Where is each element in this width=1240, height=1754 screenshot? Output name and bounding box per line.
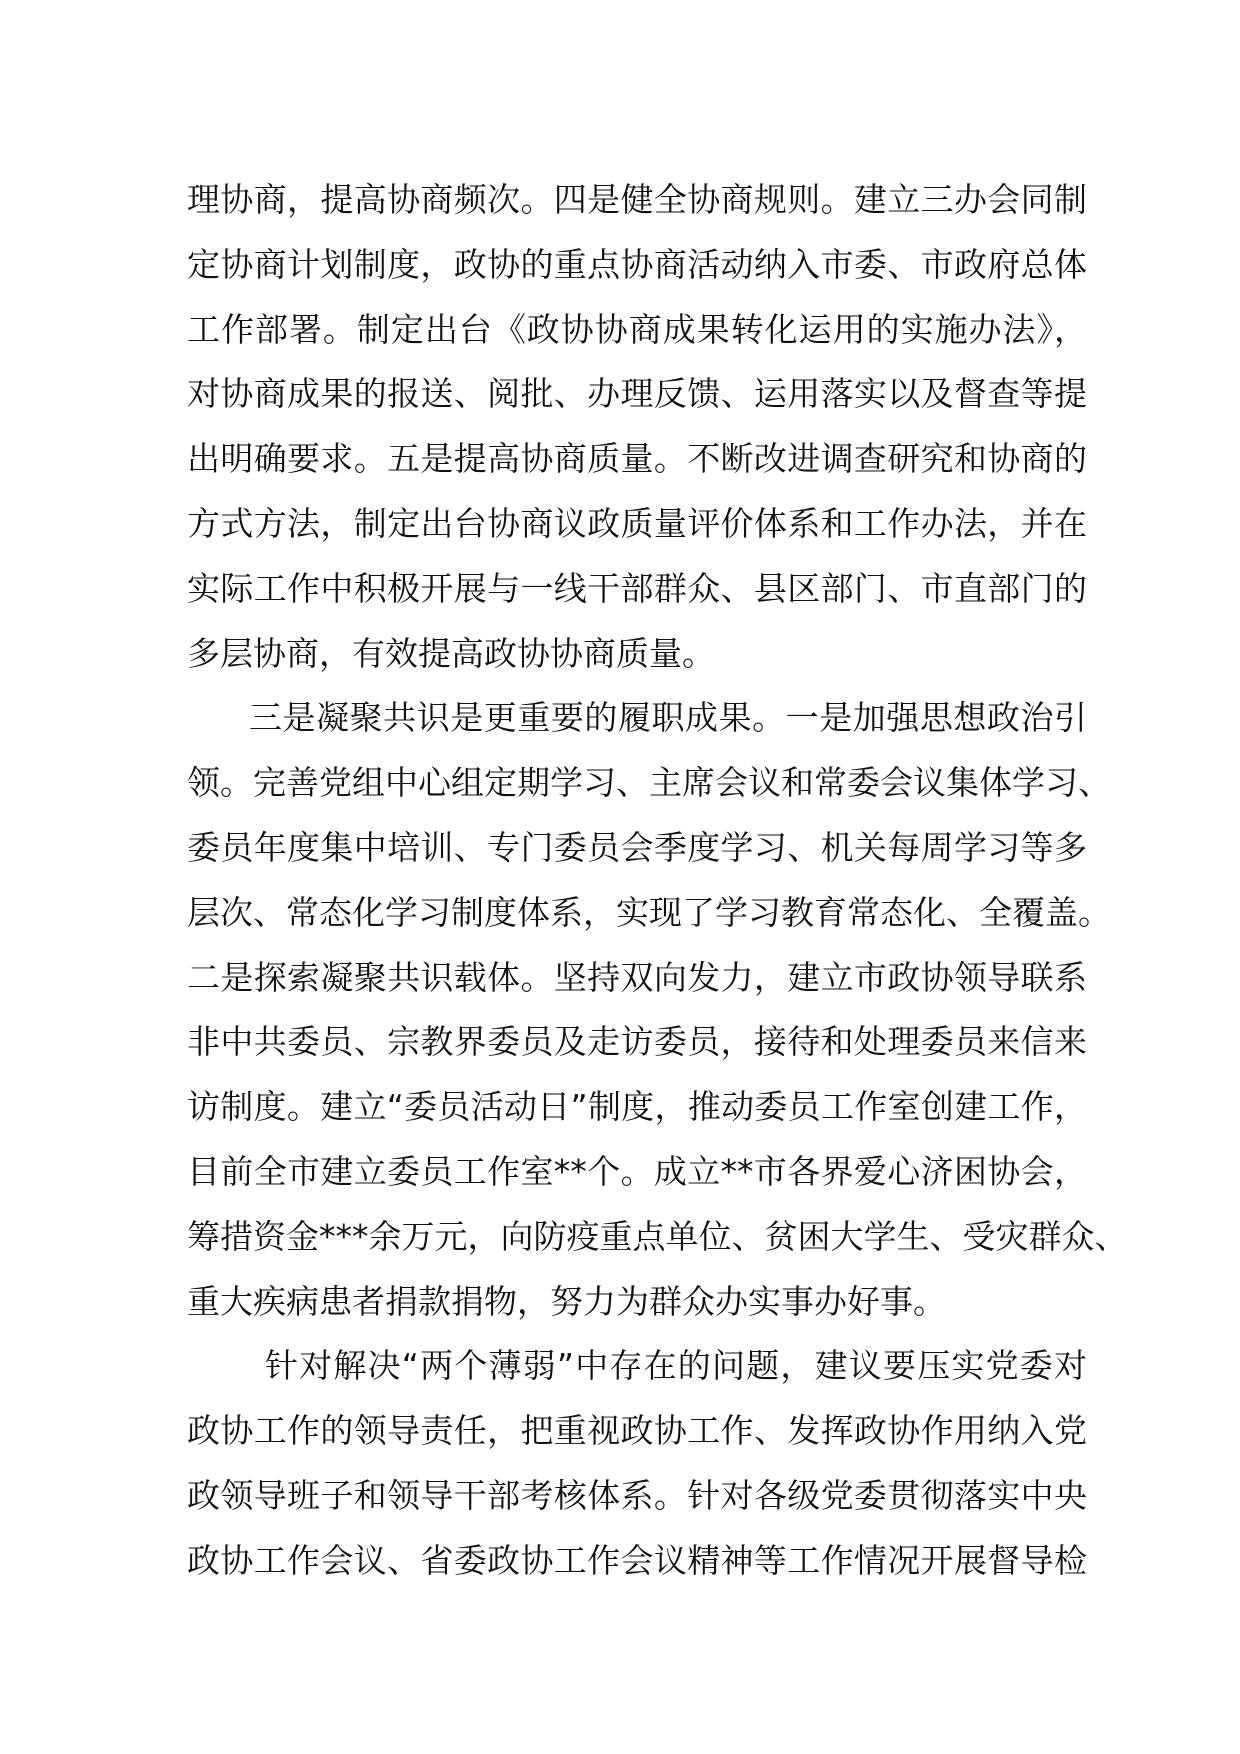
text-line: 层次、常态化学习制度体系，实现了学习教育常态化、全覆盖。 bbox=[187, 892, 1111, 932]
text-line: 实际工作中积极开展与一线干部群众、县区部门、市直部门的 bbox=[187, 568, 1087, 608]
document-body bbox=[187, 168, 1128, 1594]
paragraph-end-line: 多层协商，有效提高政协协商质量。 bbox=[187, 633, 715, 673]
text-line: 出明确要求。五是提高协商质量。不断改进调查研究和协商的 bbox=[187, 439, 1087, 479]
text-line: 二是探索凝聚共识载体。坚持双向发力，建立市政协领导联系 bbox=[187, 957, 1087, 997]
text-line: 目前全市建立委员工作室**个。成立**市各界爱心济困协会， bbox=[187, 1151, 1087, 1191]
text-line: 政协工作会议、省委政协工作会议精神等工作情况开展督导检 bbox=[187, 1540, 1087, 1580]
text-line: 政协工作的领导责任，把重视政协工作、发挥政协作用纳入党 bbox=[187, 1411, 1087, 1451]
paragraph-start-line: 三是凝聚共识是更重要的履职成果。一是加强思想政治引 bbox=[249, 698, 1087, 738]
text-line: 理协商，提高协商频次。四是健全协商规则。建立三办会同制 bbox=[187, 180, 1087, 219]
text-line: 对协商成果的报送、阅批、办理反馈、运用落实以及督查等提 bbox=[187, 374, 1087, 414]
text-line: 筹措资金***余万元，向防疫重点单位、贫困大学生、受灾群众、 bbox=[187, 1216, 1128, 1256]
text-line: 方式方法，制定出台协商议政质量评价体系和工作办法，并在 bbox=[187, 503, 1087, 543]
paragraph-start-line: 针对解决“两个薄弱”中存在的问题，建议要压实党委对 bbox=[265, 1346, 1087, 1386]
text-line: 领。完善党组中心组定期学习、主席会议和常委会议集体学习、 bbox=[187, 763, 1111, 803]
text-line: 非中共委员、宗教界委员及走访委员，接待和处理委员来信来 bbox=[187, 1022, 1087, 1062]
text-line: 访制度。建立“委员活动日”制度，推动委员工作室创建工作， bbox=[187, 1087, 1087, 1127]
text-line: 定协商计划制度，政协的重点协商活动纳入市委、市政府总体 bbox=[187, 244, 1087, 284]
paragraph-end-line: 重大疾病患者捐款捐物，努力为群众办实事办好事。 bbox=[187, 1281, 946, 1321]
text-line: 工作部署。制定出台《政协协商成果转化运用的实施办法》， bbox=[187, 309, 1087, 349]
text-line: 政领导班子和领导干部考核体系。针对各级党委贯彻落实中央 bbox=[187, 1475, 1087, 1515]
text-line: 委员年度集中培训、专门委员会季度学习、机关每周学习等多 bbox=[187, 827, 1087, 867]
